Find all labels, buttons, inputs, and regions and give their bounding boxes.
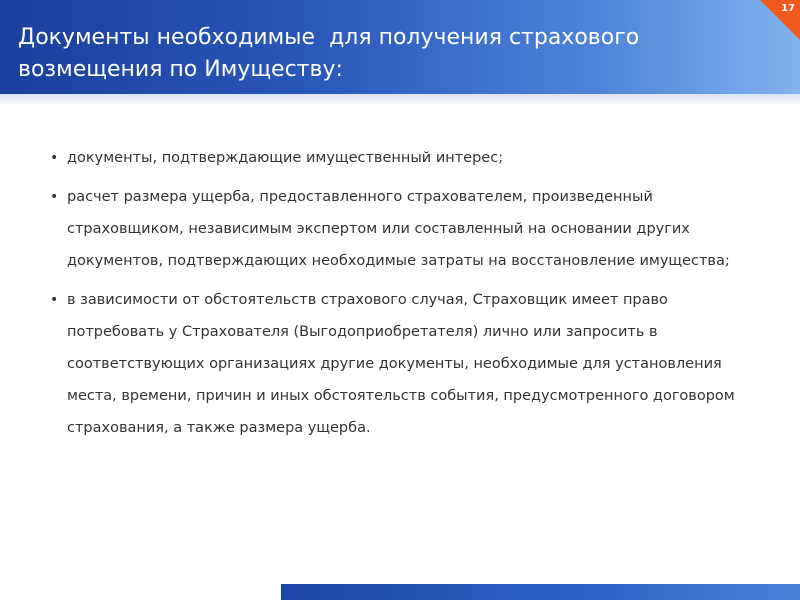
- bullet-text: расчет размера ущерба, предоставленного страхователем, произведенный страховщиком, независимым экспертом или составленный на основании других документов, подтверждающих необходимые затраты на восстановление имущества;: [67, 189, 730, 269]
- bullet-list: [50, 142, 750, 444]
- bullet-item: [50, 284, 750, 444]
- bullet-dot-icon: •: [50, 292, 59, 308]
- slide-header: [0, 0, 800, 94]
- bullet-dot-icon: •: [50, 150, 59, 166]
- header-shadow: [0, 94, 800, 106]
- bullet-text: в зависимости от обстоятельств страхового случая, Страховщик имеет право потребовать у Страхователя (Выгодоприобретателя) лично или запросить в соответствующих организациях другие документы, необходимые для установления места, времени, причин и иных обстоятельств события, предусмотренного договором страхования, а также размера ущерба.: [67, 292, 735, 436]
- footer-bar: [281, 584, 800, 600]
- page-number: 17: [781, 3, 795, 14]
- slide-content: [50, 142, 750, 451]
- bullet-item: [50, 181, 750, 277]
- bullet-text: документы, подтверждающие имущественный интерес;: [67, 150, 504, 166]
- slide-title: Документы необходимые для получения страхового возмещения по Имуществу:: [18, 25, 640, 82]
- bullet-dot-icon: •: [50, 189, 59, 205]
- bullet-item: [50, 142, 750, 174]
